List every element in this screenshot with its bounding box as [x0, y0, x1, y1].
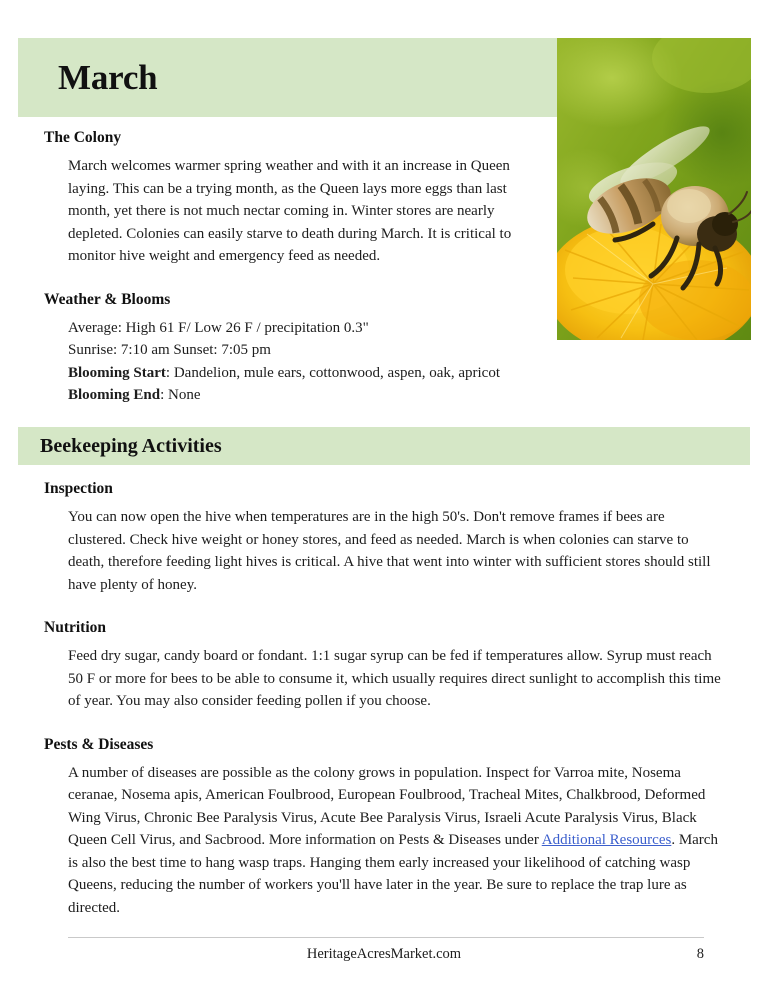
weather-details — [68, 317, 544, 407]
section-nutrition — [44, 618, 724, 713]
section-heading-nutrition: Nutrition — [44, 619, 106, 636]
month-banner — [18, 38, 558, 117]
pests-text-part-1: A number of diseases are possible as the colony grows in population. Inspect for Varroa mite, Nosema ceranae, Nosema apis, American Foulbrood, European Foulbrood, Tracheal Mites, Chalkbrood, Deformed Wing Virus, Chronic Bee Paralysis Virus, Acute Bee Paralysis Virus, Israeli Acute Paralysis Virus, Black Queen Cell Virus, and Sacbrood. More information on Pests & Diseases under — [68, 764, 706, 848]
blooming-start-label: Blooming Start — [68, 364, 166, 381]
pests-text-part-2: . March is also the best time to hang wasp traps. Hanging them early increased your likelihood of catching wasp Queens, reducing the number of workers you'll have later in the year. Be sure to replace the trap lure as directed. — [68, 832, 718, 916]
honeybee-on-dandelion-photo — [557, 38, 751, 340]
section-heading-inspection: Inspection — [44, 480, 113, 497]
blooming-start — [68, 362, 544, 385]
paragraph-the-colony: March welcomes warmer spring weather and with it an increase in Queen laying. This can be a trying month, as the Queen lays more eggs than last month, yet there is not much nectar coming in. Winter stores are nearly depleted. Colonies can easily starve to death during March. It is critical to monitor hive weight and emergency feed as needed. — [68, 158, 512, 264]
top-content-column — [44, 128, 544, 407]
blooming-start-value: : Dandelion, mule ears, cottonwood, aspen, oak, apricot — [165, 364, 500, 381]
weather-sunrise-sunset: Sunrise: 7:10 am Sunset: 7:05 pm — [68, 342, 271, 358]
paragraph-pests-diseases — [68, 762, 724, 920]
section-heading-weather-blooms: Weather & Blooms — [44, 290, 171, 308]
footer-divider — [68, 937, 704, 938]
blooming-end-label: Blooming End — [68, 387, 161, 403]
beekeeping-activities-banner — [18, 427, 750, 465]
additional-resources-link[interactable]: Additional Resources — [541, 832, 672, 848]
section-inspection — [44, 479, 724, 596]
activities-content-column — [44, 479, 724, 919]
paragraph-nutrition: Feed dry sugar, candy board or fondant. 1:1 sugar syrup can be fed if temperatures allow. Syrup must reach 50 F or more for bees to be able to consume it, which usually requires direct sunlight to accomplish this time of year. You may also consider feeding pollen if you choose. — [68, 648, 721, 709]
footer-site-name: HeritageAcresMarket.com — [306, 946, 462, 962]
section-weather-blooms — [44, 290, 544, 407]
activities-banner-title: Beekeeping Activities — [40, 435, 222, 457]
footer-page-number: 8 — [696, 946, 704, 962]
section-pests-diseases — [44, 735, 724, 920]
section-heading-the-colony: The Colony — [44, 129, 122, 146]
spacer — [44, 713, 724, 735]
blooming-end-value: : None — [160, 387, 201, 403]
blooming-end — [68, 384, 544, 407]
section-heading-pests-diseases: Pests & Diseases — [44, 735, 154, 753]
paragraph-inspection: You can now open the hive when temperatures are in the high 50's. Don't remove frames if bees are clustered. Check hive weight or honey stores, and feed as needed. March is when colonies can starve to death, therefore feeding light hives is critical. A hive that went into winter with sufficient stores should still have plenty of honey. — [68, 509, 711, 593]
spacer — [44, 596, 724, 618]
weather-average: Average: High 61 F/ Low 26 F / precipitation 0.3" — [68, 319, 369, 336]
page-title: March — [58, 58, 158, 97]
spacer — [44, 268, 544, 290]
section-the-colony — [44, 128, 544, 268]
